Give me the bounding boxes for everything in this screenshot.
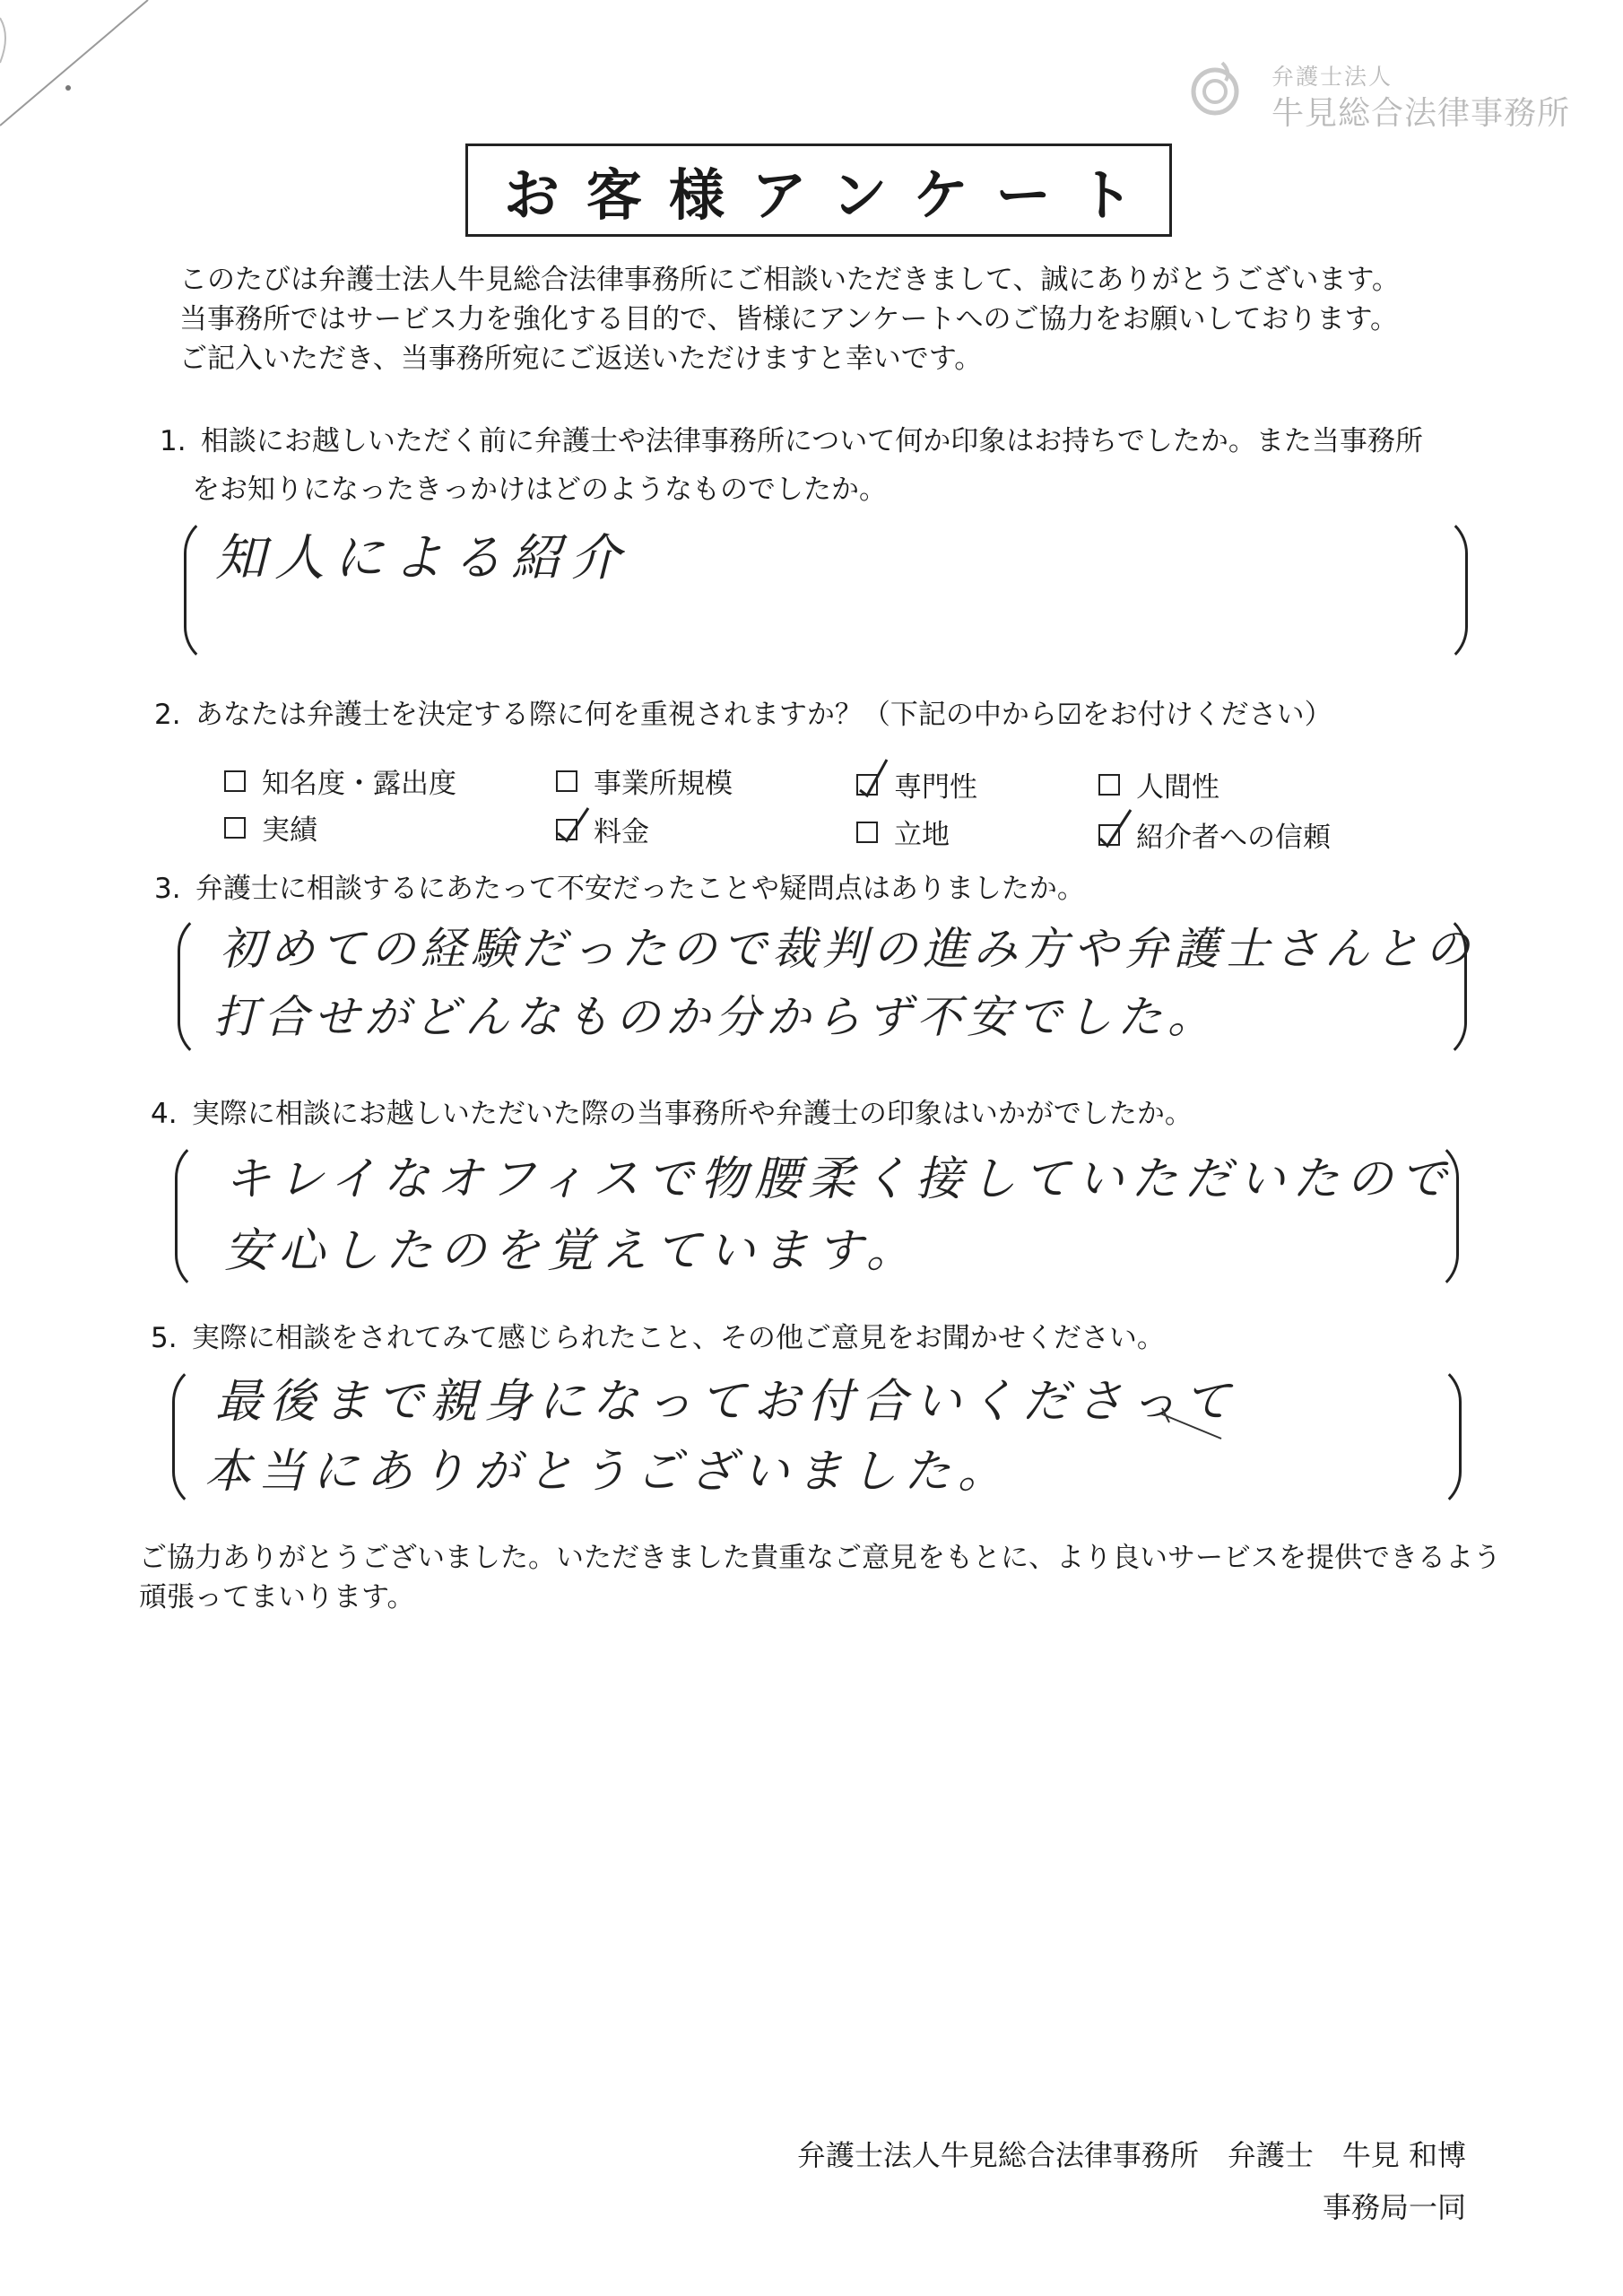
option-item[interactable] xyxy=(224,807,317,848)
option-label: 立地 xyxy=(894,819,950,851)
intro-line: 当事務所ではサービス力を強化する目的で、皆様にアンケートへのご協力をお願いしております。 xyxy=(179,303,1399,335)
option-label: 料金 xyxy=(594,816,649,848)
checkbox-checked[interactable] xyxy=(556,819,577,840)
checkbox[interactable] xyxy=(856,822,878,843)
option-item[interactable] xyxy=(556,761,733,801)
intro-line: ご記入いただき、当事務所宛にご返送いただけますと幸いです。 xyxy=(179,343,983,375)
handwritten-answer: 知人による紹介 xyxy=(215,529,629,587)
handwritten-answer: 本当にありがとうございました。 xyxy=(204,1445,1012,1499)
option-label: 知名度・露出度 xyxy=(262,768,456,800)
question-5 xyxy=(151,1314,1165,1362)
check-mark-icon xyxy=(552,801,592,846)
question-2 xyxy=(154,691,1332,739)
handwritten-answer: 安心したのを覚えています。 xyxy=(224,1224,920,1278)
intro-paragraph xyxy=(179,260,1453,378)
handwritten-answer: 打合せがどんなものか分からず不安でした。 xyxy=(213,991,1218,1043)
checkbox[interactable] xyxy=(1098,774,1120,796)
intro-line: このたびは弁護士法人牛見総合法律事務所にご相談いただきまして、誠にありがとうございます。 xyxy=(179,264,1400,296)
scan-corner-fold xyxy=(0,0,179,144)
option-label: 実績 xyxy=(262,814,317,847)
check-mark-icon xyxy=(1095,806,1134,851)
option-label: 人間性 xyxy=(1136,771,1219,804)
question-1 xyxy=(160,417,1423,465)
stray-pen-mark xyxy=(1157,1406,1228,1442)
option-label: 事業所規模 xyxy=(594,768,733,800)
option-item[interactable] xyxy=(856,764,977,804)
question-text: あなたは弁護士を決定する際に何を重視されますか？（下記の中から☑をお付けください） xyxy=(195,699,1332,731)
firm-logo-name: 牛見総合法律事務所 xyxy=(1271,95,1571,132)
handwritten-answer: キレイなオフィスで物腰柔く接していただいたので xyxy=(224,1152,1454,1206)
question-1-cont: をお知りになったきっかけはどのようなものでしたか。 xyxy=(192,474,887,506)
signature-line: 弁護士法人牛見総合法律事務所 弁護士 牛見 和博 xyxy=(796,2138,1466,2172)
question-3 xyxy=(154,865,1085,913)
check-mark-icon xyxy=(853,756,892,801)
question-4 xyxy=(151,1090,1193,1138)
checkbox-checked[interactable] xyxy=(1098,824,1120,846)
firm-logo xyxy=(1188,56,1571,132)
checkbox[interactable] xyxy=(556,770,577,792)
firm-logo-icon xyxy=(1188,57,1242,120)
question-text: 相談にお越しいただく前に弁護士や法律事務所について何か印象はお持ちでしたか。また当事務所 xyxy=(200,425,1423,457)
page-title: お客様アンケート xyxy=(465,144,1172,237)
closing-paragraph xyxy=(139,1538,1502,1617)
firm-logo-small-text: 弁護士法人 xyxy=(1271,64,1393,90)
checkbox[interactable] xyxy=(224,817,246,839)
option-item[interactable] xyxy=(856,812,950,852)
option-item[interactable] xyxy=(1098,764,1219,804)
option-label: 専門性 xyxy=(894,771,977,804)
option-item[interactable] xyxy=(556,809,649,849)
checkbox[interactable] xyxy=(224,770,246,792)
option-item[interactable] xyxy=(224,761,456,801)
option-label: 紹介者への信頼 xyxy=(1136,822,1331,854)
question-number: 4. xyxy=(151,1098,178,1130)
closing-line: ご協力ありがとうございました。いただきました貴重なご意見をもとに、より良いサービスを提供できるよう xyxy=(139,1542,1501,1574)
question-text: 実際に相談にお越しいただいた際の当事務所や弁護士の印象はいかがでしたか。 xyxy=(191,1098,1193,1130)
question-number: 3. xyxy=(154,873,181,905)
option-item[interactable] xyxy=(1098,814,1331,855)
closing-line: 頑張ってまいります。 xyxy=(139,1581,415,1613)
question-text: 弁護士に相談するにあたって不安だったことや疑問点はありましたか。 xyxy=(195,873,1085,905)
question-number: 5. xyxy=(151,1322,178,1354)
signature-line: 事務局一同 xyxy=(1322,2190,1466,2224)
handwritten-answer: 初めての経験だったので裁判の進み方や弁護士さんとの xyxy=(220,923,1475,975)
checkbox-checked[interactable] xyxy=(856,774,878,796)
question-number: 2. xyxy=(154,699,181,731)
question-number: 1. xyxy=(160,425,187,457)
question-text: 実際に相談をされてみて感じられたこと、その他ご意見をお聞かせください。 xyxy=(191,1322,1165,1354)
handwritten-answer: 最後まで親身になってお付合いくださって xyxy=(215,1375,1238,1429)
